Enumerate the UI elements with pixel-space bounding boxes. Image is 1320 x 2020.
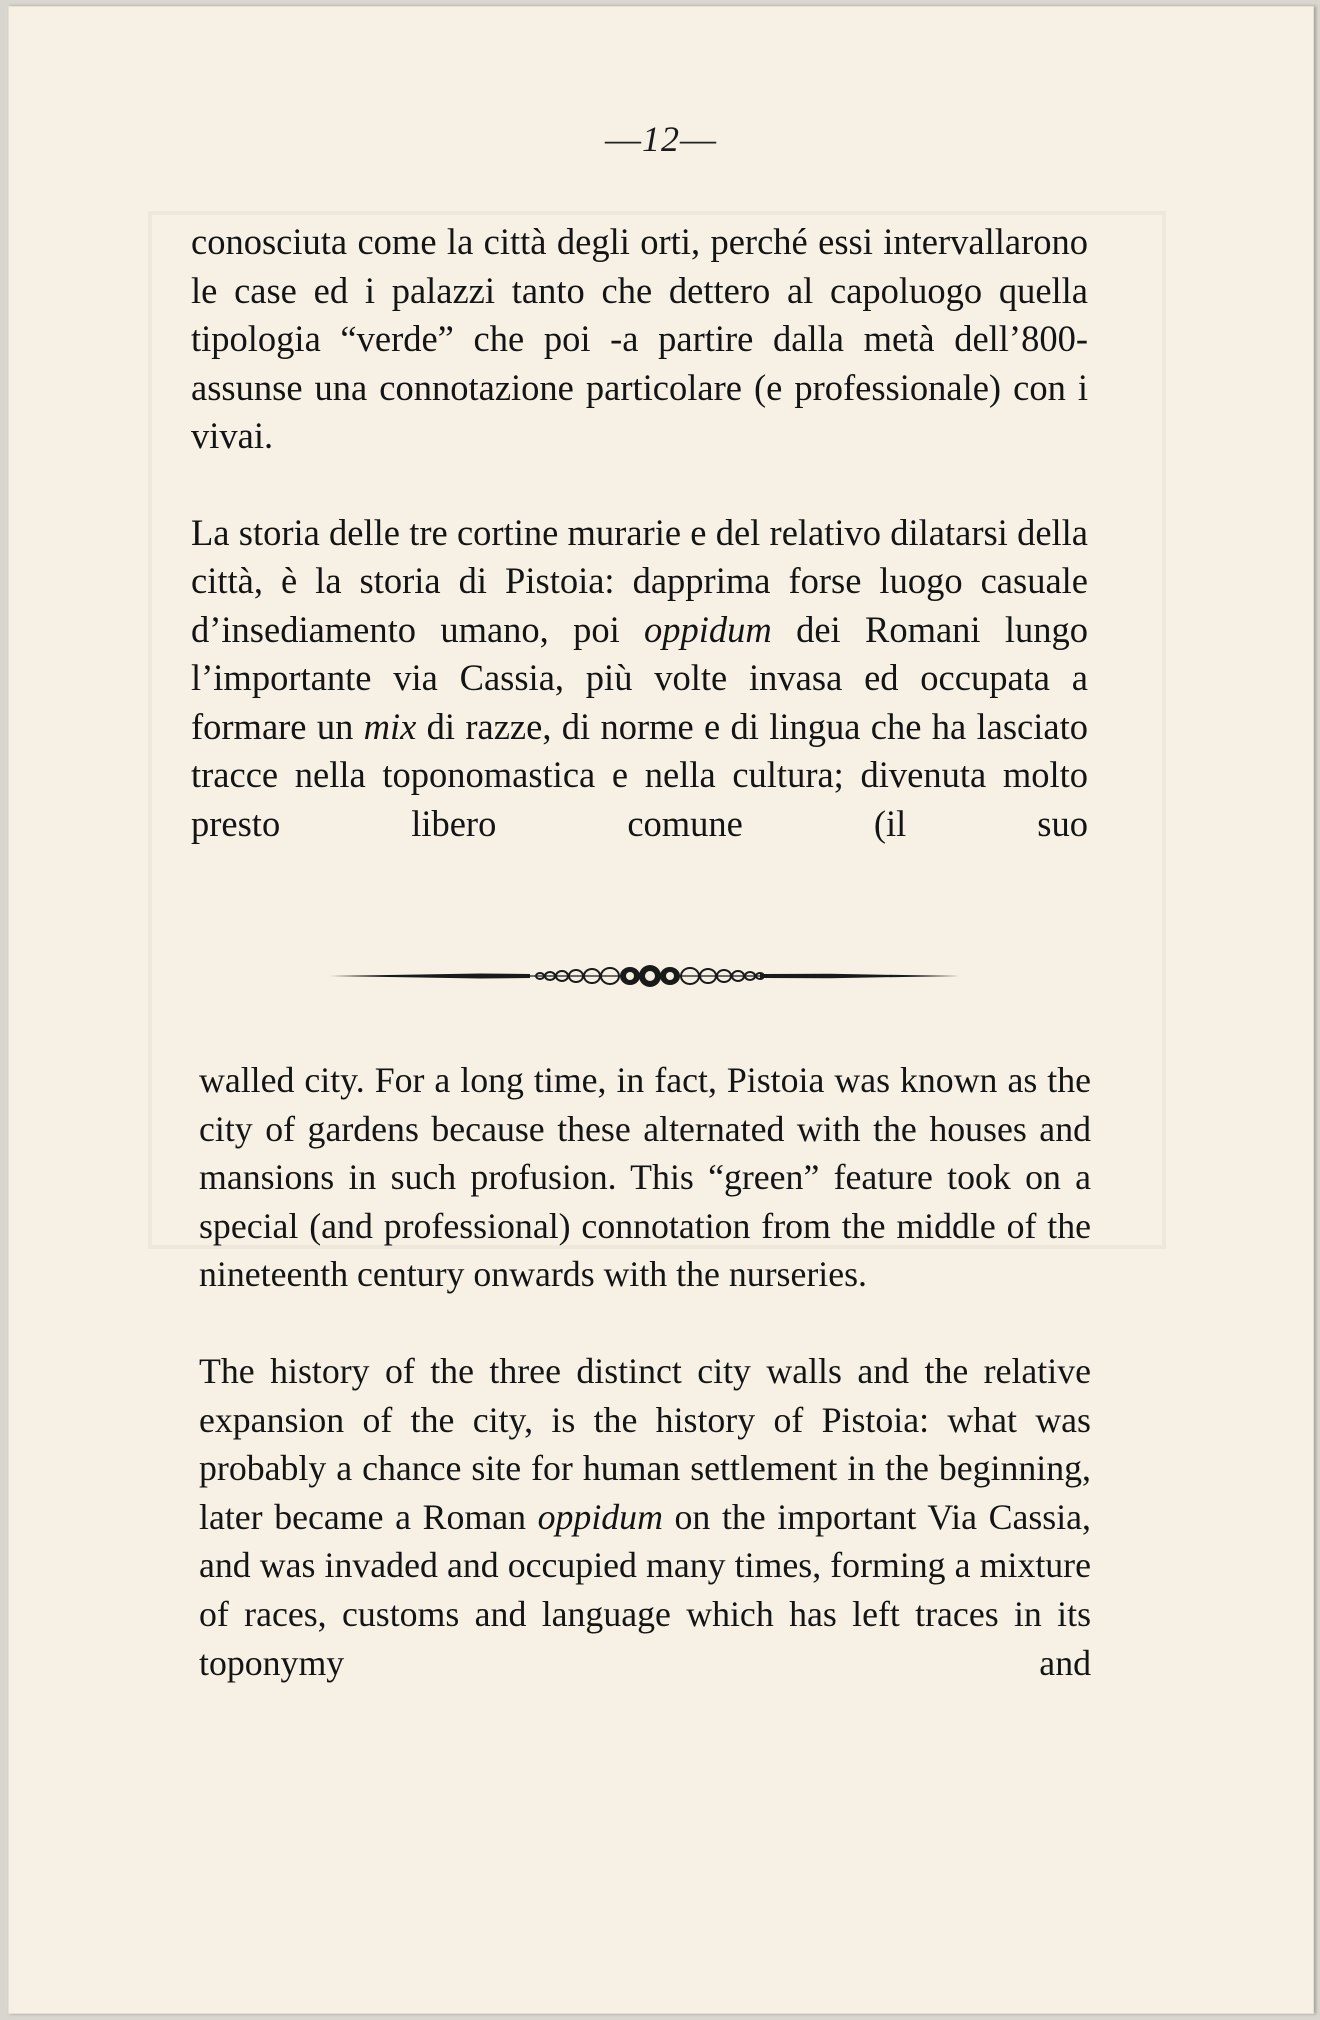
english-p2-text-a: The history of the three distinct city walls and the relative expansion of the city, is the history of Pistoia: what was probably a chance site for human settlement in the beginning, later became a Roman xyxy=(199,1350,1091,1537)
page-number-dash-left: — xyxy=(605,119,642,159)
english-paragraph-1: walled city. For a long time, in fact, Pistoia was known as the city of gardens because these alternated with the houses and mansions in such profusion. This “green” feature took on a special (and professional) connotation from the middle of the nineteenth century onwards with the nurseries. xyxy=(199,1060,1091,1295)
english-paragraph-2 xyxy=(199,1347,1091,1687)
italian-text xyxy=(191,218,1088,848)
english-text xyxy=(199,1056,1091,1687)
italian-paragraph-2 xyxy=(191,509,1088,849)
english-p2-oppidum: oppidum xyxy=(537,1496,663,1537)
italian-p2-oppidum: oppidum xyxy=(644,608,772,650)
english-p2-text-b: on the important Via Cassia, and was invaded and occupied many times, forming a mixture of races, customs and language which has left traces in its toponymy and xyxy=(199,1496,1091,1683)
italian-p2-text-a: La storia delle tre cortine murarie e del relativo dilatarsi della città, è la storia di Pistoia: dapprima forse luogo casuale d’insediamento umano, poi xyxy=(191,511,1088,650)
italian-p2-text-c: di razze, di norme e di lingua che ha lasciato tracce nella toponomastica e nella cultura; divenuta molto presto libero comune (il suo xyxy=(191,705,1088,844)
italian-p2-text-b: dei Romani lungo l’importante via Cassia, più volte invasa ed occupata a formare un xyxy=(191,608,1088,747)
italian-paragraph-1: conosciuta come la città degli orti, perché essi intervallarono le case ed i palazzi tanto che dettero al capoluogo quella tipologia “verde” che poi -a partire dalla metà dell’800- assunse una connotazione particolare (e professionale) con i vivai. xyxy=(191,221,1088,456)
page-number xyxy=(8,118,1314,160)
ornamental-divider xyxy=(330,961,960,991)
italian-p2-mix: mix xyxy=(363,705,417,747)
page-number-dash-right: — xyxy=(680,119,717,159)
page-number-value: 12 xyxy=(642,119,680,159)
book-page xyxy=(8,6,1314,2014)
